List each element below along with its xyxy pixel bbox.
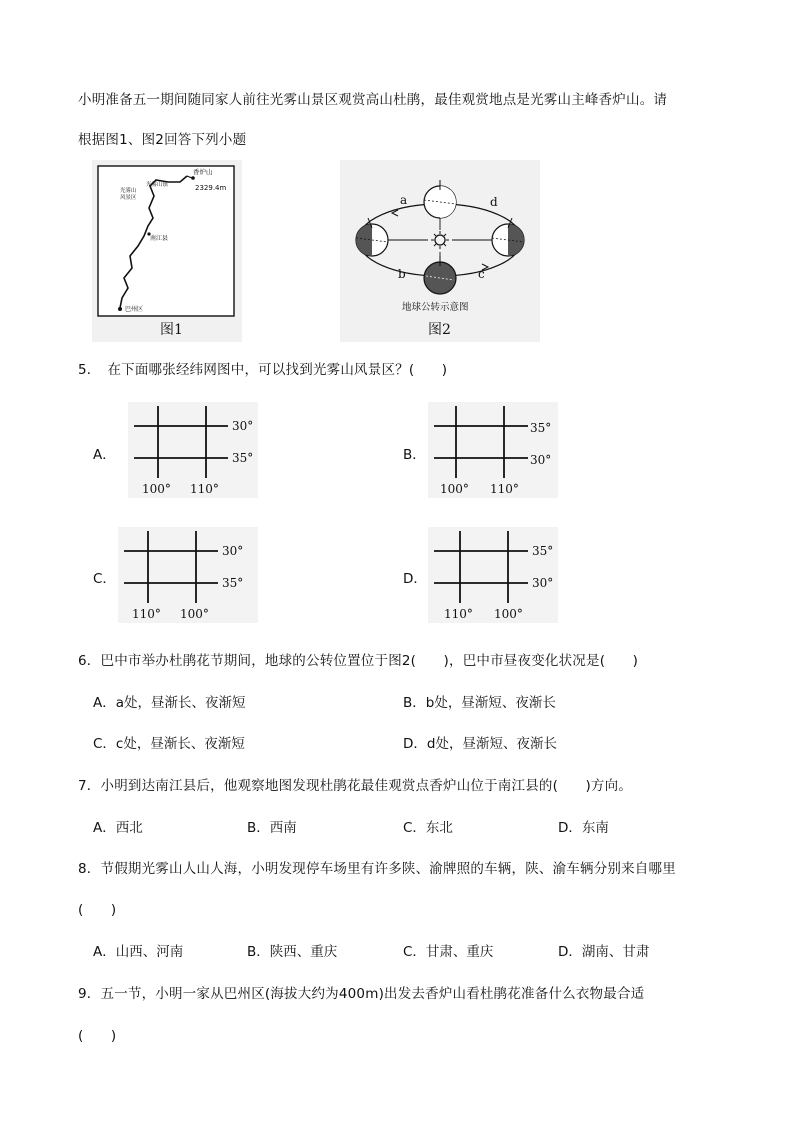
q8-option-a[interactable]: A．山西、河南 <box>93 944 184 960</box>
lat-bottom-label: 35° <box>232 451 254 465</box>
lon-right-label: 100° <box>180 607 209 621</box>
lon-right-label: 100° <box>494 607 523 621</box>
peak-marker <box>191 176 195 180</box>
lat-top-label: 30° <box>232 419 254 433</box>
q5-option-d-letter[interactable]: D． <box>403 571 427 587</box>
q5-grid-a[interactable] <box>128 402 258 498</box>
lon-left-label: 100° <box>142 482 171 496</box>
q5-stem: 5． 在下面哪张经纬网图中，可以找到光雾山风景区？( ) <box>78 362 448 378</box>
figure-1-map <box>92 160 242 342</box>
peak-elevation: 2329.4m <box>195 184 227 192</box>
peak-label: 香炉山 <box>193 168 213 176</box>
q5-grid-c[interactable] <box>118 527 258 623</box>
scenic-label-1: 光雾山 <box>120 188 137 194</box>
district-marker <box>118 307 122 311</box>
lat-top-label: 35° <box>532 544 554 558</box>
label-b: b <box>398 267 406 281</box>
q6-option-d[interactable]: D．d处，昼渐短、夜渐长 <box>403 736 557 752</box>
q7-option-b[interactable]: B．西南 <box>247 820 297 836</box>
lat-bottom-label: 35° <box>222 576 244 590</box>
q9-blank: ( ) <box>78 1028 117 1044</box>
lat-bottom-label: 30° <box>530 453 552 467</box>
q8-option-d[interactable]: D．湖南、甘肃 <box>558 944 650 960</box>
county-label: 南江县 <box>150 235 169 242</box>
intro-line-1: 小明准备五一期间随同家人前往光雾山景区观赏高山杜鹃，最佳观赏地点是光雾山主峰香炉山。请 <box>78 92 668 108</box>
q7-option-a[interactable]: A．西北 <box>93 820 143 836</box>
q7-option-c[interactable]: C．东北 <box>403 820 453 836</box>
intro-line-2: 根据图1、图2回答下列小题 <box>78 132 247 148</box>
lon-left-label: 110° <box>444 607 473 621</box>
label-d: d <box>490 195 498 209</box>
lat-top-label: 30° <box>222 544 244 558</box>
label-c: c <box>478 267 485 281</box>
lon-right-label: 110° <box>490 482 519 496</box>
scenic-road-label: 光雾山镇 <box>146 182 169 188</box>
q5-grid-b[interactable] <box>428 402 558 498</box>
lat-top-label: 35° <box>530 421 552 435</box>
q8-option-b[interactable]: B．陕西、重庆 <box>247 944 338 960</box>
figure-2-revolution <box>340 160 540 342</box>
q8-stem: 8．节假期光雾山人山人海，小明发现停车场里有许多陕、渝牌照的车辆，陕、渝车辆分别来自哪里 <box>78 861 676 877</box>
q6-option-a[interactable]: A．a处，昼渐长、夜渐短 <box>93 695 246 711</box>
q5-grid-d[interactable] <box>428 527 558 623</box>
scenic-label-2: 风景区 <box>120 195 137 201</box>
lon-left-label: 100° <box>440 482 469 496</box>
q5-option-c-letter[interactable]: C． <box>93 571 116 587</box>
figure-2-title: 地球公转示意图 <box>402 302 469 313</box>
lat-bottom-label: 30° <box>532 576 554 590</box>
q6-stem: 6．巴中市举办杜鹃花节期间，地球的公转位置位于图2( )，巴中市昼夜变化状况是( ) <box>78 653 639 669</box>
q8-blank: ( ) <box>78 902 117 918</box>
q5-option-a-letter[interactable]: A． <box>93 447 116 463</box>
q5-option-b-letter[interactable]: B． <box>403 447 426 463</box>
q8-option-c[interactable]: C．甘肃、重庆 <box>403 944 494 960</box>
lon-left-label: 110° <box>132 607 161 621</box>
q6-option-c[interactable]: C．c处，昼渐长、夜渐短 <box>93 736 245 752</box>
figure-2-caption: 图2 <box>428 322 451 338</box>
q6-option-b[interactable]: B．b处，昼渐短、夜渐长 <box>403 695 556 711</box>
lon-right-label: 110° <box>190 482 219 496</box>
figure-1-caption: 图1 <box>160 322 183 338</box>
q7-option-d[interactable]: D．东南 <box>558 820 609 836</box>
district-label: 巴州区 <box>125 306 144 313</box>
label-a: a <box>400 193 408 207</box>
q7-stem: 7．小明到达南江县后，他观察地图发现杜鹃花最佳观赏点香炉山位于南江县的( )方向。 <box>78 778 633 794</box>
q9-stem: 9．五一节，小明一家从巴州区(海拔大约为400m)出发去香炉山看杜鹃花准备什么衣物最合适 <box>78 986 645 1002</box>
